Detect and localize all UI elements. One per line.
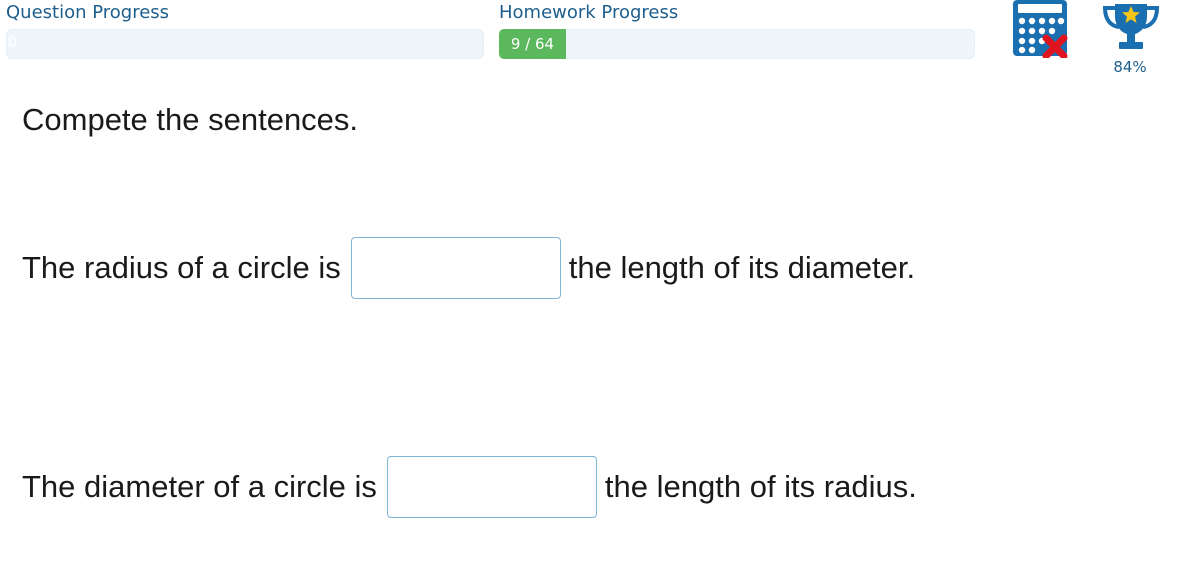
answer-input-2[interactable] — [387, 456, 597, 518]
calculator-icon — [1012, 0, 1068, 58]
score-trophy — [1101, 0, 1161, 52]
trophy-icon — [1101, 0, 1161, 52]
answer-input-1[interactable] — [351, 237, 561, 299]
calculator-button[interactable] — [1012, 0, 1068, 58]
question-progress-value: 0 — [8, 35, 17, 51]
question-progress-bar — [6, 29, 484, 59]
score-value: 84% — [1113, 58, 1147, 76]
sentence-1 — [22, 237, 915, 299]
question-progress-label: Question Progress — [6, 2, 170, 23]
question-instruction: Compete the sentences. — [22, 102, 359, 137]
sentence-2-before: The diameter of a circle is — [22, 469, 377, 504]
homework-progress-bar — [499, 29, 975, 59]
sentence-2-after: the length of its radius. — [604, 469, 917, 504]
sentence-2 — [22, 456, 917, 518]
homework-progress-fill: 9 / 64 — [499, 29, 566, 59]
sentence-1-before: The radius of a circle is — [22, 250, 341, 285]
homework-progress-label: Homework Progress — [499, 2, 679, 23]
sentence-1-after: the length of its diameter. — [568, 250, 916, 285]
